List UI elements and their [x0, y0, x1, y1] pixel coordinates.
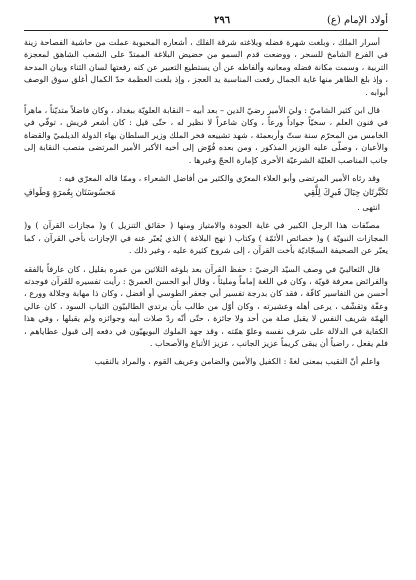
page-header: [24, 14, 388, 31]
paragraph: واعلم أنّ النقيب بمعنى لغةً : الكفيل والأمين والضامن وعريف القوم ، والمراد بالنقيب: [94, 356, 380, 367]
paragraph: أسرار الملك ، وبلغت شهرة فضله وبلاغته شرقة الفلك ، أشعاره المحبوبة عملت من حاشية الفصاحة زينة في الفرع الشامخ للسحر ، ووضعت قدم السمو من حضيض البلاغة الممتدّ على الشعب الشاهق لمعجزة التربية ، وسمت مكانة فضله ومعانيه وألفاظه عن أن يستطيع التعبير عن كنه رفعتها لسان الثناء وبيان المدحة ، وإذ بلغ الظاهر منها غاية الجمال رفعت المناسبة يد العجز ، وإذ بلغت العظمة حدّ الكمال أغلق سوق الوصف أبوابه .: [24, 37, 388, 97]
paragraph: قال الثعالبيّ في وصف السيّد الرضيّ : حفظ القرآن بعد بلوغه الثلاثين من عمره بقليل ، كان عارفاً بالفقه والفرائض معرفة قويّة ، وكان في اللغة إماماً ومليئاً ، وقال أبو الحسن العمريّ : رأيت تفسيره للقرآن فوجدته أحسن من التفاسير كافّة ، فقد كان بدرجة تفسير أبي جعفر الطوسي أو أفضل ، وكان ذا مهابة وجلالة وورع ، وعفّة وتقشّف ، يرعى أهله وعشيرته ، وكان أوّل من طالب بأن يرتدي الطالبيّون الثياب السود ، كان عالي الهمّة شريف النفس لا يقبل صلة من أحد ولا جائزة ، حتّى أنّه ردّ صلات أبيه وجوائزه ولم يقبلها ، وفي هذا الكفاية في الدلالة على شرف نفسه وعلوّ همّته ، وقد جهد الملوك البويهيّون في دفعه إلى قبول عطاياهم ، فلم يفعل ، راضياً أن يبقى كريماً عزيز الجانب ، عزيز الأتباع والأصحاب .: [24, 263, 388, 348]
page-body: [24, 36, 388, 368]
poem-verse: [24, 186, 388, 198]
verse-left-hemistich: مَحسُوسَتَان بِعُمرَةٍ وَطَوافِ: [24, 187, 116, 198]
paragraph: وقد رثاه الأمير المرتضى وأبو العلاء المعرّي والكثير من أفاضل الشعراء ، وممّا قاله المعرّي فيه :: [58, 173, 380, 184]
paragraph: مصنّفات هذا الرجل الكبير في غاية الجودة والامتياز ومنها ( حقائق التنزيل ) و( مجازات القرآن ) و( المجازات النبويّة ) و( خصائص الأئمّة ) وكتاب ( نهج البلاغة ) الذي يُعبّر عنه في الإجازات بأخي القرآن ، كما يعبّر عن الصحيفة السجّاديّة بأخت القرآن ، إلى شروح كثيرة عليه ، وغير ذلك .: [24, 220, 388, 256]
paragraph: قال ابن كثير الشاميّ : وليَ الأمير رضيّ الدين – بعد أبيه – النقابة العلويّة ببغداد ، وكان فاضلاً متديّناً ، ماهراً في فنون العلم ، سخيّاً جواداً ورعاً ، وكان شاعراً لا نظير له ، حتّى قيل : كان أشعر قريش ، توفّي في الخامس من المحرّم سنة ستّ وأربعمئة ، شهد تشييعه فخر الملك وزير السلطان بهاء الدولة الديلميّ والقضاة والأعيان ، وصلّى عليه الوزير المذكور ، ومن بعده فُوّض إلى أخيه الأكبر الأمير المرتضى منصب النقابة إلى جانب المناصب العليّة الشرعيّة الأخرى كإمارة الحجّ وغيرها .: [24, 105, 388, 165]
verse-right-hemistich: تَكَبَّرتَان حِبَالَ قَبرِكَ لِلَّقِي: [303, 187, 388, 198]
page-number: ٢٩٦: [214, 15, 231, 26]
running-title: أولاد الإمام (ع): [327, 15, 388, 26]
verse-end-note: انتهى .: [357, 201, 380, 212]
